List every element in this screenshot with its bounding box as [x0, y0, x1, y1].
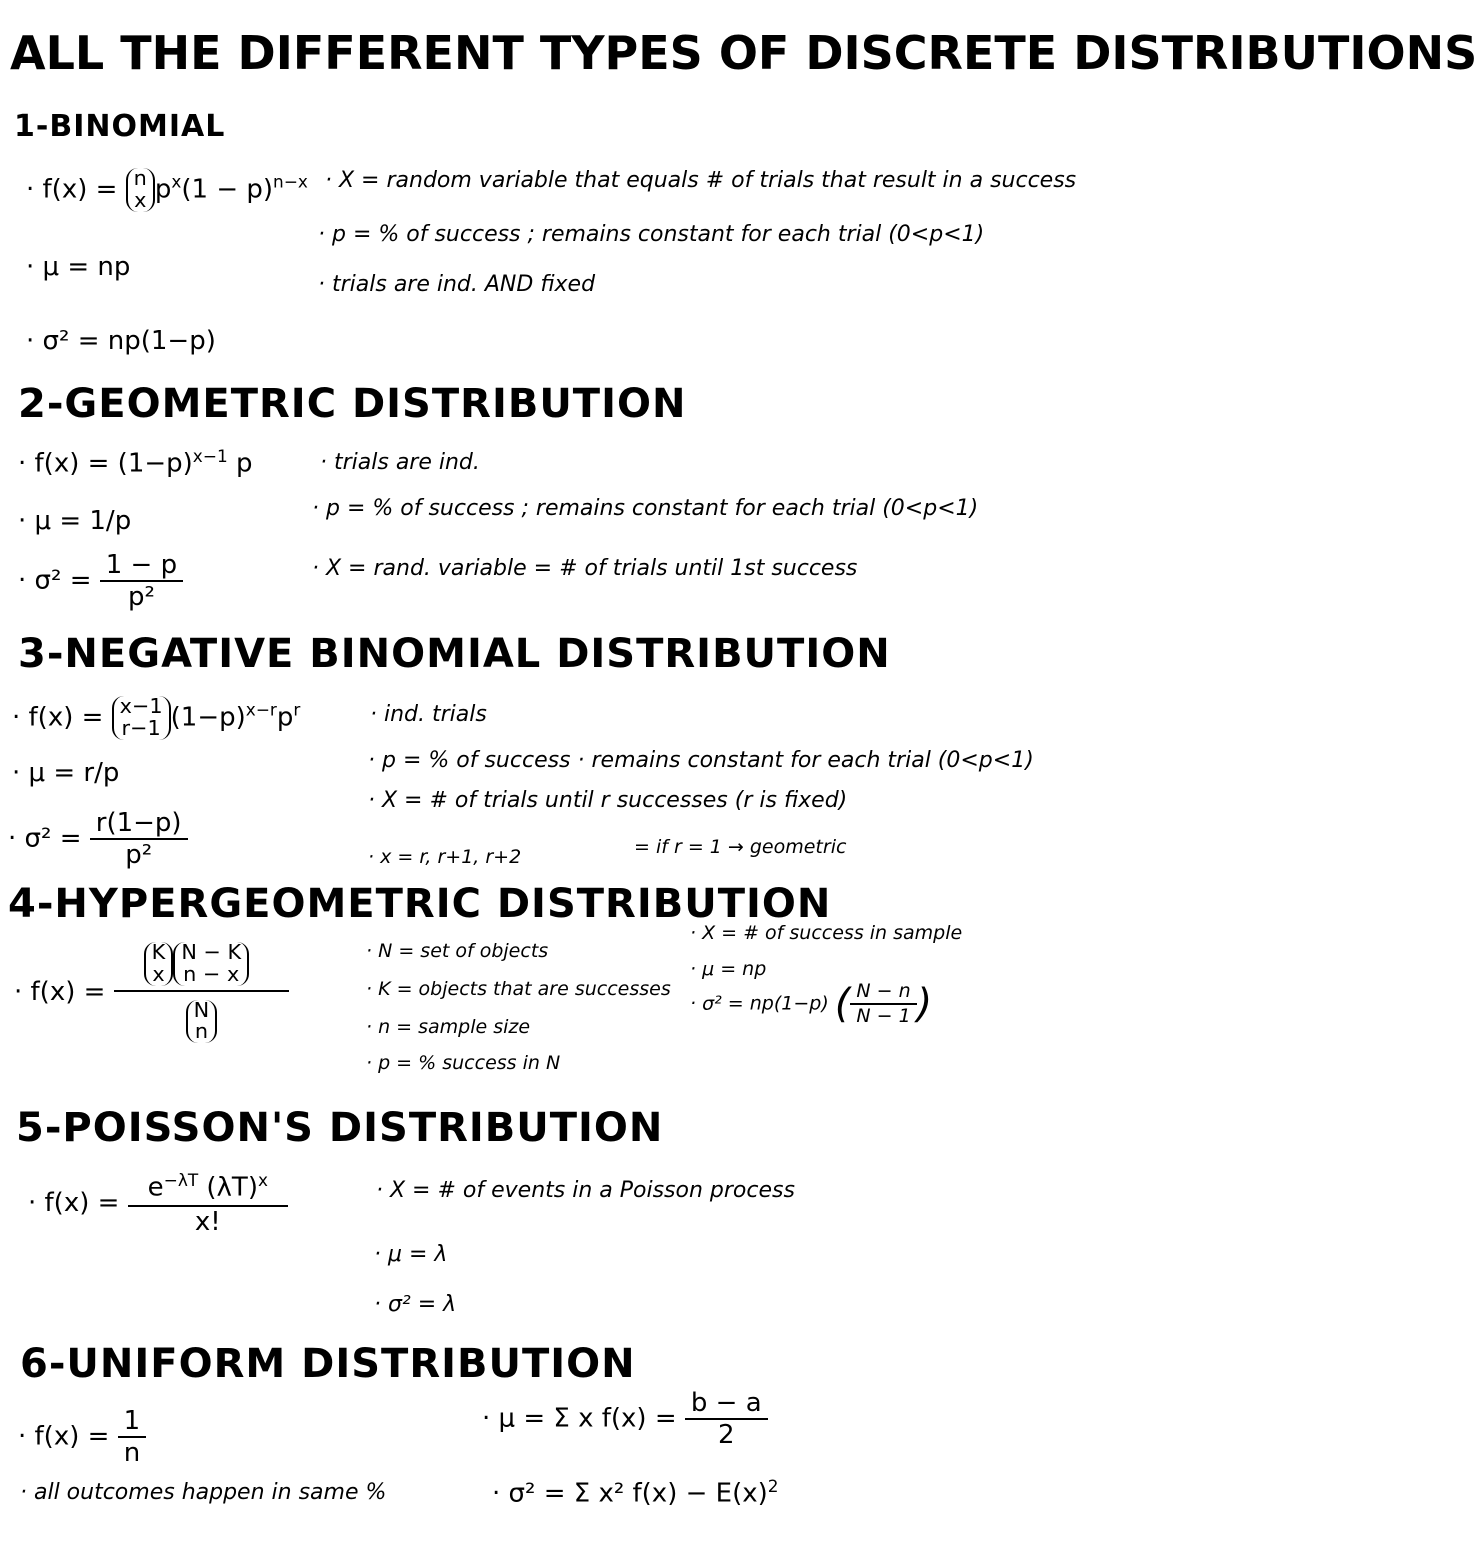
uniform-variance — [492, 1478, 779, 1507]
negative-binomial-variance — [8, 810, 188, 868]
geometric-variance-num: 1 − p — [100, 552, 183, 582]
poisson-variance: · σ² = λ — [374, 1292, 457, 1317]
binomial-note-1: · X = random variable that equals # of trials that result in a success — [325, 168, 1077, 193]
negative-binomial-coefficient — [112, 696, 171, 740]
binomial-variance: · σ² = np(1−p) — [26, 326, 216, 356]
hypergeometric-note-4: · p = % success in N — [366, 1052, 561, 1074]
hypergeometric-note-1: · N = set of objects — [366, 940, 549, 962]
hypergeometric-note-3: · n = sample size — [366, 1016, 531, 1038]
poisson-num-e-exp: −λT — [163, 1170, 199, 1190]
hypergeometric-note-right-2: · μ = np — [690, 958, 767, 980]
geometric-variance-fraction — [100, 552, 183, 610]
section-heading-geometric: 2-GEOMETRIC DISTRIBUTION — [18, 381, 687, 427]
section-heading-binomial: 1-BINOMIAL — [14, 109, 226, 144]
hypergeometric-den-top: N — [193, 997, 210, 1022]
hypergeometric-variance-num: N − n — [850, 982, 916, 1005]
poisson-num-e: e — [147, 1172, 164, 1203]
hypergeometric-variance-den: N − 1 — [856, 1005, 911, 1027]
binomial-pmf — [26, 168, 308, 212]
section-heading-uniform: 6-UNIFORM DISTRIBUTION — [20, 1341, 636, 1387]
page-title: ALL THE DIFFERENT TYPES OF DISCRETE DISTRIBUTIONS — [10, 26, 1477, 80]
uniform-mean — [482, 1390, 768, 1448]
poisson-note-1: · X = # of events in a Poisson process — [376, 1178, 795, 1203]
geometric-note-2: · p = % of success ; remains constant for each trial (0<p<1) — [312, 496, 979, 521]
geometric-pmf-exp: x−1 — [192, 446, 228, 466]
binomial-coefficient — [126, 168, 155, 212]
binomial-tail-exp: n−x — [273, 171, 308, 192]
negative-binomial-mid-exp: x−r — [245, 699, 277, 720]
negative-binomial-note-2: · p = % of success · remains constant for each trial (0<p<1) — [368, 748, 1034, 773]
uniform-pmf-num: 1 — [118, 1408, 147, 1438]
binomial-p: p — [154, 174, 172, 205]
negative-binomial-variance-num: r(1−p) — [90, 810, 188, 840]
hypergeometric-num-a-top: K — [151, 940, 166, 964]
geometric-pmf-base: · f(x) = (1−p) — [18, 448, 193, 479]
uniform-mean-fraction — [685, 1390, 768, 1448]
geometric-pmf-tail: p — [227, 448, 253, 479]
poisson-fraction — [128, 1172, 288, 1235]
negative-binomial-note-4: · x = r, r+1, r+2 — [368, 846, 522, 868]
poisson-num-rest-exp: x — [257, 1170, 268, 1190]
negative-binomial-note-3: · X = # of trials until r successes (r is fixed) — [368, 788, 848, 813]
hypergeometric-num-binom-b — [173, 942, 249, 986]
section-heading-hypergeometric: 4-HYPERGEOMETRIC DISTRIBUTION — [8, 881, 832, 927]
negative-binomial-side-note: = if r = 1 → geometric — [634, 836, 847, 858]
geometric-mean: · μ = 1/p — [18, 506, 132, 536]
negative-binomial-mean: · μ = r/p — [12, 758, 120, 788]
negative-binomial-variance-fraction — [90, 810, 188, 868]
poisson-num-rest: (λT) — [198, 1172, 258, 1203]
geometric-pmf — [18, 448, 252, 477]
uniform-variance-exp: 2 — [767, 1476, 779, 1496]
uniform-variance-body: · σ² = Σ x² f(x) − E(x) — [492, 1478, 768, 1509]
binomial-tail: (1 − p) — [181, 174, 274, 205]
binomial-mean: · μ = np — [26, 252, 131, 282]
hypergeometric-fraction — [114, 942, 289, 1043]
uniform-pmf-fraction — [118, 1408, 147, 1466]
negative-binomial-variance-lhs: · σ² = — [8, 823, 90, 854]
binomial-p-exp: x — [171, 171, 182, 192]
negative-binomial-note-1: · ind. trials — [370, 702, 487, 727]
uniform-note: · all outcomes happen in same % — [20, 1480, 387, 1505]
hypergeometric-note-right-1: · X = # of success in sample — [690, 922, 963, 944]
hypergeometric-variance-lhs: · σ² = np(1−p) — [690, 992, 829, 1015]
hypergeometric-num-binom-a — [144, 942, 174, 986]
hypergeometric-pmf-lhs: · f(x) = — [14, 977, 114, 1008]
poisson-mean: · μ = λ — [374, 1242, 448, 1267]
negative-binomial-mid: (1−p) — [170, 702, 246, 733]
hypergeometric-den-binom — [186, 997, 218, 1044]
hypergeometric-num-b-bottom: n − x — [183, 961, 240, 986]
negative-binomial-p-exp: r — [293, 699, 301, 720]
binomial-note-2: · p = % of success ; remains constant for each trial (0<p<1) — [318, 222, 985, 247]
binomial-note-3: · trials are ind. AND fixed — [318, 272, 596, 297]
uniform-mean-num: b − a — [685, 1390, 768, 1420]
uniform-mean-lhs: · μ = Σ x f(x) = — [482, 1403, 685, 1434]
negative-binomial-coef-bottom: r−1 — [121, 715, 161, 740]
uniform-pmf — [18, 1408, 146, 1466]
hypergeometric-pmf — [14, 942, 289, 1043]
poisson-numerator — [128, 1172, 288, 1207]
poisson-denominator: x! — [194, 1206, 221, 1237]
negative-binomial-pmf — [12, 696, 300, 740]
binomial-coef-bottom: x — [134, 187, 147, 212]
hypergeometric-num-a-bottom: x — [152, 961, 165, 986]
hypergeometric-den-bottom: n — [194, 1019, 208, 1044]
geometric-variance-lhs: · σ² = — [18, 565, 100, 596]
geometric-variance — [18, 552, 183, 610]
poisson-pmf-lhs: · f(x) = — [28, 1187, 128, 1218]
hypergeometric-note-2: · K = objects that are successes — [366, 978, 671, 1000]
hypergeometric-variance: · σ² = np(1−p) ( $\frac{N - n}{N - 1}$ ) — [690, 980, 933, 1027]
binomial-coef-top: n — [133, 166, 147, 190]
binomial-pmf-lhs: · f(x) = — [26, 174, 126, 205]
poisson-pmf — [28, 1172, 288, 1235]
negative-binomial-p: p — [276, 702, 294, 733]
negative-binomial-variance-den: p² — [125, 840, 153, 870]
uniform-pmf-lhs: · f(x) = — [18, 1421, 118, 1452]
section-heading-poisson: 5-POISSON'S DISTRIBUTION — [16, 1105, 664, 1151]
hypergeometric-num-b-top: N − K — [181, 940, 242, 964]
uniform-pmf-den: n — [123, 1438, 141, 1468]
hypergeometric-denominator — [186, 992, 218, 1044]
geometric-note-1: · trials are ind. — [320, 450, 480, 475]
section-heading-negative-binomial: 3-NEGATIVE BINOMIAL DISTRIBUTION — [18, 631, 891, 677]
hypergeometric-numerator — [114, 942, 289, 992]
negative-binomial-pmf-lhs: · f(x) = — [12, 702, 112, 733]
uniform-mean-den: 2 — [717, 1420, 735, 1450]
negative-binomial-coef-top: x−1 — [119, 694, 163, 718]
geometric-note-3: · X = rand. variable = # of trials until 1st success — [312, 556, 858, 581]
geometric-variance-den: p² — [127, 582, 155, 612]
hypergeometric-variance-fraction — [850, 982, 916, 1026]
